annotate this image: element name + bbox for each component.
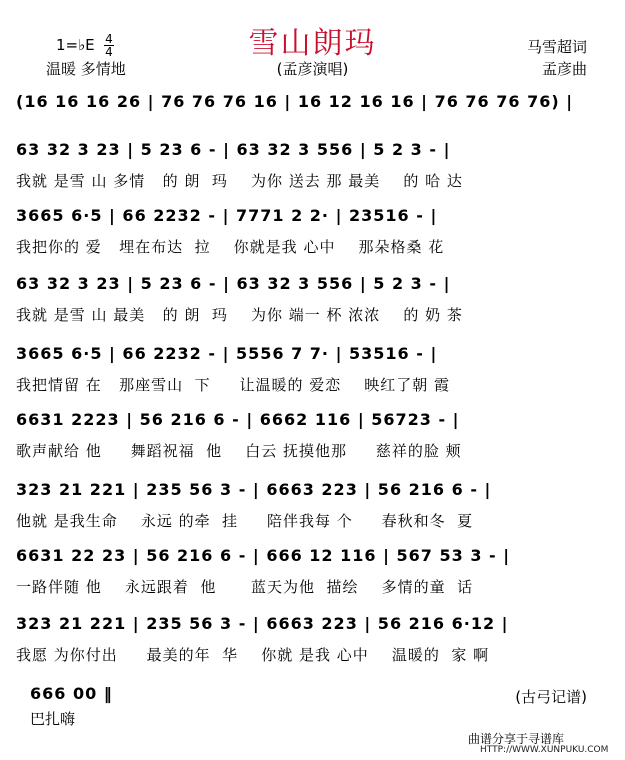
row-lyrics: 他就 是我生命 永远 的牵 挂 陪伴我每 个 春秋和冬 夏: [16, 512, 474, 530]
time-signature: [104, 33, 114, 58]
row-notes: 63 32 3 23 | 5 23 6 - | 63 32 3 556 | 5 2 3 - |: [16, 140, 451, 159]
expression-marking: 温暖 多情地: [46, 60, 126, 78]
row-lyrics: 我愿 为你付出 最美的年 华 你就 是我 心中 温暖的 家 啊: [16, 646, 490, 664]
score-row-2: [16, 206, 608, 282]
row-notes: 323 21 221 | 235 56 3 - | 6663 223 | 56 216 6 - |: [16, 480, 492, 499]
row-notes: 6631 2223 | 56 216 6 - | 6662 116 | 56723 - |: [16, 410, 460, 429]
transcriber-credit: (古弓记谱): [515, 688, 587, 706]
watermark-text: 曲谱分享于寻谱库: [468, 732, 565, 746]
score-row-4: [16, 344, 608, 420]
row-lyrics: 我就 是雪 山 多情 的 朗 玛 为你 送去 那 最美 的 哈 达: [16, 172, 463, 190]
row-notes: 3665 6·5 | 66 2232 - | 7771 2 2· | 23516 - |: [16, 206, 438, 225]
time-signature-bottom: 4: [105, 45, 113, 59]
score-row-3: [16, 274, 608, 350]
score-row-5: [16, 410, 608, 486]
time-signature-top: 4: [105, 32, 113, 46]
row-lyrics: 我把你的 爱 埋在布达 拉 你就是我 心中 那朵格桑 花: [16, 238, 445, 256]
performer: (孟彦演唱): [276, 60, 349, 78]
row-notes: 323 21 221 | 235 56 3 - | 6663 223 | 56 216 6·12 |: [16, 614, 509, 633]
watermark-url: HTTP://WWW.XUNPUKU.COM: [480, 745, 609, 755]
intro-notes: (16 16 16 26 | 76 76 76 16 | 16 12 16 16 | 76 76 76 76) |: [16, 92, 574, 111]
row-notes: 63 32 3 23 | 5 23 6 - | 63 32 3 556 | 5 2 3 - |: [16, 274, 451, 293]
score-row-1: [16, 140, 608, 216]
row-notes: 6631 22 23 | 56 216 6 - | 666 12 116 | 567 53 3 - |: [16, 546, 511, 565]
score-row-8: [16, 614, 608, 690]
final-notes: 666 00 ‖: [30, 684, 113, 703]
composer: 孟彦曲: [541, 60, 587, 78]
row-lyrics: 一路伴随 他 永远跟着 他 蓝天为他 描绘 多情的童 话: [16, 578, 474, 596]
key-signature: 1=♭E: [56, 36, 95, 54]
row-lyrics: 我就 是雪 山 最美 的 朗 玛 为你 端一 杯 浓浓 的 奶 茶: [16, 306, 463, 324]
row-notes: 3665 6·5 | 66 2232 - | 5556 7 7· | 53516 - |: [16, 344, 438, 363]
song-title: 雪山朗玛: [248, 26, 377, 61]
row-lyrics: 我把情留 在 那座雪山 下 让温暖的 爱恋 映红了朝 霞: [16, 376, 451, 394]
final-lyric: 巴扎嗨: [30, 710, 76, 728]
score-row-7: [16, 546, 608, 622]
row-lyrics: 歌声献给 他 舞蹈祝福 他 白云 抚摸他那 慈祥的脸 颊: [16, 442, 462, 460]
lyricist: 马雪超词: [526, 38, 587, 56]
score-row-6: [16, 480, 608, 556]
